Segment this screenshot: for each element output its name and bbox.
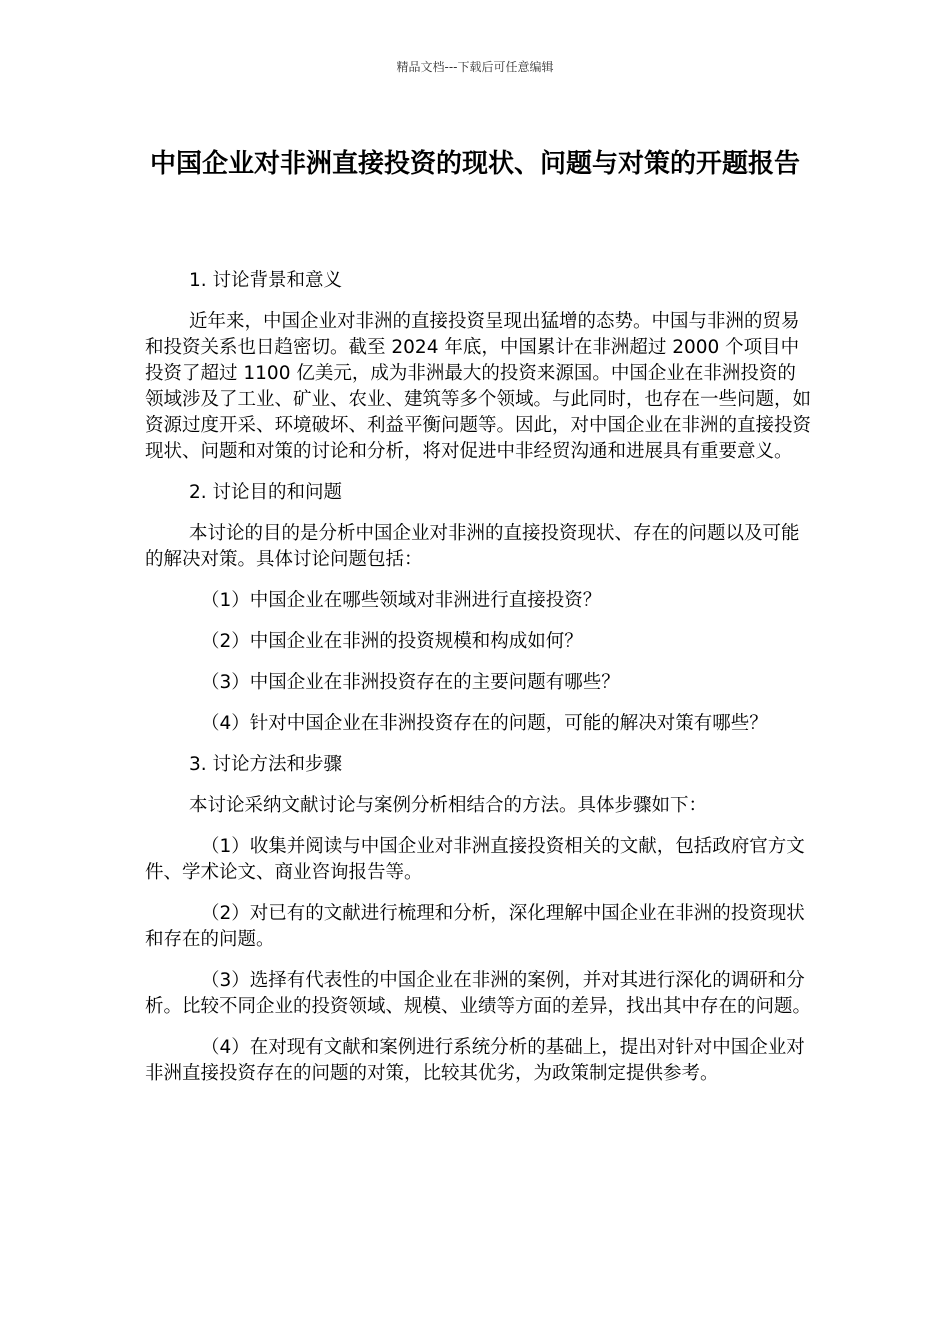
list-item: （3）中国企业在非洲投资存在的主要问题有哪些？: [201, 672, 620, 693]
document-body: [145, 268, 813, 1102]
paragraph: 本讨论的目的是分析中国企业对非洲的直接投资现状、存在的问题以及可能的解决对策。具体讨论问题包括：: [145, 523, 800, 570]
section-heading: 3. 讨论方法和步骤: [189, 754, 343, 775]
list-item: （4）针对中国企业在非洲投资存在的问题，可能的解决对策有哪些？: [201, 713, 768, 734]
paragraph: 本讨论采纳文献讨论与案例分析相结合的方法。具体步骤如下：: [189, 795, 708, 816]
page-header: 精品文档---下载后可任意编辑: [396, 60, 554, 74]
list-item: （1）收集并阅读与中国企业对非洲直接投资相关的文献，包括政府官方文件、学术论文、商业咨询报告等。: [145, 836, 805, 883]
list-item: （1）中国企业在哪些领域对非洲进行直接投资？: [201, 590, 602, 611]
section-heading: 2. 讨论目的和问题: [189, 482, 343, 503]
list-item: （2）中国企业在非洲的投资规模和构成如何？: [201, 631, 583, 652]
list-item: （3）选择有代表性的中国企业在非洲的案例，并对其进行深化的调研和分析。比较不同企业的投资领域、规模、业绩等方面的差异，找出其中存在的问题。: [145, 970, 812, 1017]
paragraph: 近年来，中国企业对非洲的直接投资呈现出猛增的态势。中国与非洲的贸易和投资关系也日趋密切。截至 2024 年底，中国累计在非洲超过 2000 个项目中投资了超过 1100 亿美元，成为非洲最大的投资来源国。中国企业在非洲投资的领域涉及了工业、矿业、农业、建筑等多个领域。与此同时，也存在一些问题，如资源过度开采、环境破坏、利益平衡问题等。因此，对中国企业在非洲的直接投资现状、问题和对策的讨论和分析，将对促进中非经贸沟通和进展具有重要意义。: [145, 311, 812, 462]
section-heading: 1. 讨论背景和意义: [189, 270, 343, 291]
list-item: （4）在对现有文献和案例进行系统分析的基础上，提出对针对中国企业对非洲直接投资存在的问题的对策，比较其优劣，为政策制定提供参考。: [145, 1037, 805, 1084]
list-item: （2）对已有的文献进行梳理和分析，深化理解中国企业在非洲的投资现状和存在的问题。: [145, 903, 805, 950]
document-title: 中国企业对非洲直接投资的现状、问题与对策的开题报告: [149, 149, 800, 179]
